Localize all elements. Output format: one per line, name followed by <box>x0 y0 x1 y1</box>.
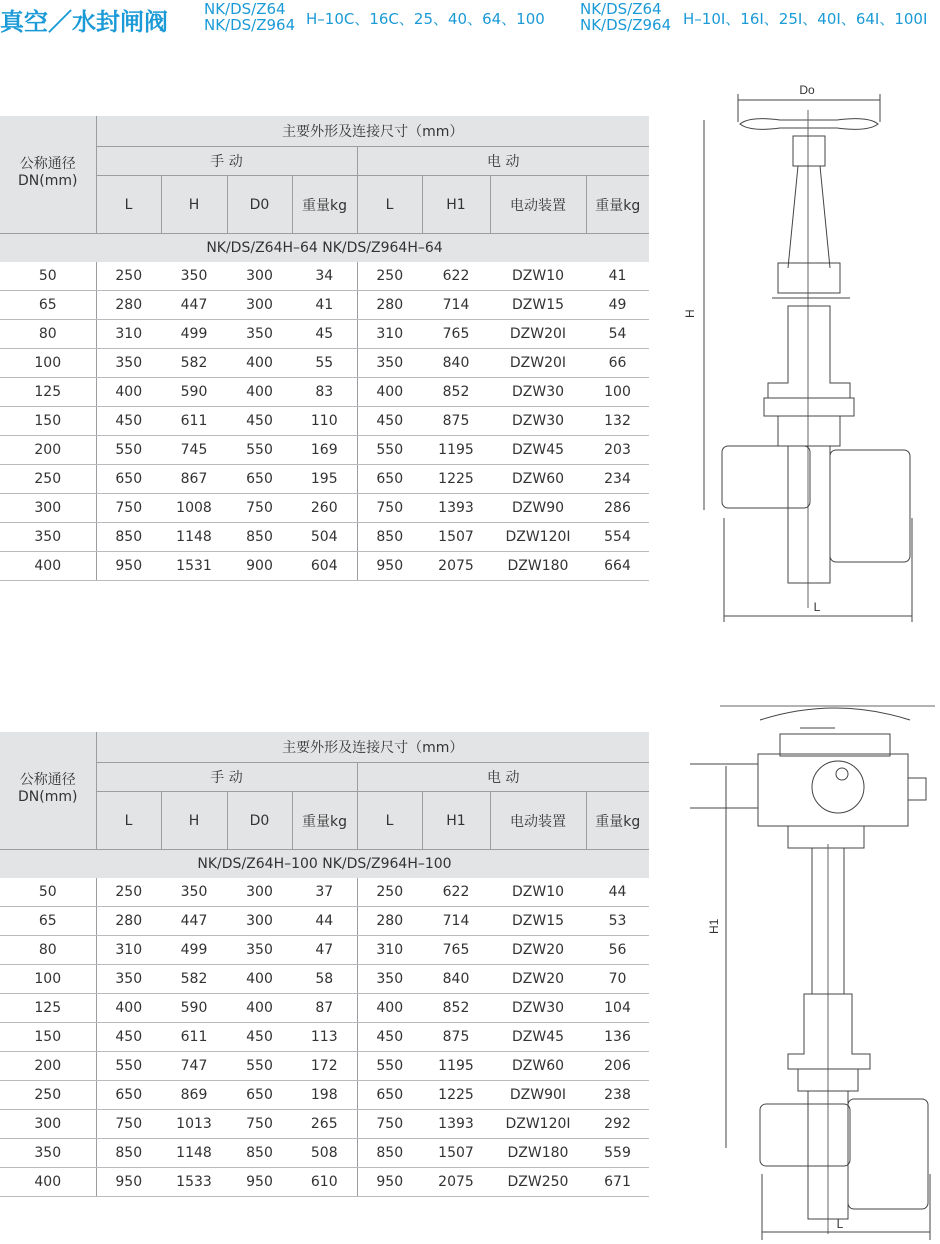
table-cell: DZW20I <box>490 320 586 349</box>
table-cell: 840 <box>422 965 490 994</box>
outlet-pipe <box>830 450 910 562</box>
table-cell: 280 <box>96 907 161 936</box>
inlet-pipe <box>760 1104 850 1166</box>
table-cell: DZW10 <box>490 878 586 907</box>
table-row <box>0 1081 649 1110</box>
dn-unit: DN(mm) <box>18 789 78 805</box>
table-header <box>0 116 649 262</box>
table-cell: 1195 <box>422 436 490 465</box>
col-header: L <box>96 792 161 850</box>
table-cell: 65 <box>0 291 96 320</box>
table-cell: 450 <box>227 407 292 436</box>
table-cell: DZW30 <box>490 994 586 1023</box>
table-cell: 55 <box>292 349 357 378</box>
table-cell: 80 <box>0 936 96 965</box>
table-cell: DZW20 <box>490 965 586 994</box>
table-cell: 65 <box>0 907 96 936</box>
table-cell: 400 <box>227 965 292 994</box>
table-row <box>0 878 649 907</box>
pressure-classes-carbon: H–10C、16C、25、40、64、100 <box>306 10 545 28</box>
table-cell: 310 <box>357 320 422 349</box>
model-line: NK/DS/Z964 <box>580 16 672 34</box>
table-cell: 310 <box>96 320 161 349</box>
table-cell: 100 <box>0 349 96 378</box>
table-cell: DZW90I <box>490 1081 586 1110</box>
table-cell: 53 <box>586 907 649 936</box>
table-cell: 300 <box>227 878 292 907</box>
table-cell: 650 <box>357 1081 422 1110</box>
table-cell: 550 <box>227 436 292 465</box>
col-header: 重量kg <box>292 176 357 234</box>
dn-header <box>0 732 96 850</box>
table-row <box>0 1168 649 1197</box>
table-cell: 650 <box>227 1081 292 1110</box>
table-cell: 87 <box>292 994 357 1023</box>
table-cell: 1148 <box>161 1139 227 1168</box>
table-cell: 100 <box>0 965 96 994</box>
table-cell: 852 <box>422 994 490 1023</box>
table-cell: 56 <box>586 936 649 965</box>
table-cell: 300 <box>0 494 96 523</box>
motor-cover-icon <box>812 761 864 813</box>
table-cell: DZW250 <box>490 1168 586 1197</box>
model-subheader: NK/DS/Z64H–100 NK/DS/Z964H–100 <box>0 850 649 879</box>
table-row <box>0 936 649 965</box>
table-cell: 70 <box>586 965 649 994</box>
table-cell: 550 <box>357 436 422 465</box>
table-cell: DZW15 <box>490 907 586 936</box>
table-cell: 400 <box>0 552 96 581</box>
actuator-housing <box>758 754 908 826</box>
table-cell: 504 <box>292 523 357 552</box>
table-cell: 447 <box>161 291 227 320</box>
dim-l-label: L <box>836 1217 844 1231</box>
table-cell: 150 <box>0 407 96 436</box>
table-cell: 286 <box>586 494 649 523</box>
bonnet <box>788 994 870 1069</box>
main-header: 主要外形及连接尺寸（mm） <box>96 732 649 763</box>
table-cell: 950 <box>96 552 161 581</box>
table-cell: 550 <box>357 1052 422 1081</box>
table-cell: 850 <box>357 523 422 552</box>
table-cell: 765 <box>422 320 490 349</box>
table-cell: 400 <box>357 378 422 407</box>
table-cell: 50 <box>0 262 96 291</box>
table-cell: 750 <box>96 494 161 523</box>
table-cell: 44 <box>586 878 649 907</box>
table-cell: 867 <box>161 465 227 494</box>
table-cell: 350 <box>227 936 292 965</box>
table-cell: 44 <box>292 907 357 936</box>
body-neck <box>778 416 840 446</box>
table-row <box>0 907 649 936</box>
table-cell: 611 <box>161 407 227 436</box>
table-cell: 869 <box>161 1081 227 1110</box>
model-line: NK/DS/Z64 <box>204 0 286 18</box>
table-cell: DZW30 <box>490 378 586 407</box>
table-cell: DZW120I <box>490 1110 586 1139</box>
table-cell: 950 <box>357 1168 422 1197</box>
table-cell: 622 <box>422 878 490 907</box>
table-cell: 400 <box>96 378 161 407</box>
table-cell: 54 <box>586 320 649 349</box>
table-cell: 1531 <box>161 552 227 581</box>
dn-label: 公称通径 <box>19 772 76 788</box>
table-cell: 83 <box>292 378 357 407</box>
table-cell: DZW60 <box>490 1052 586 1081</box>
table-cell: 1008 <box>161 494 227 523</box>
table-cell: DZW60 <box>490 465 586 494</box>
valve-body <box>788 446 830 583</box>
dim-l-label: L <box>813 600 821 614</box>
table-cell: 250 <box>0 465 96 494</box>
table-cell: 750 <box>227 1110 292 1139</box>
pressure-classes-stainless: H–10I、16I、25I、40I、64I、100I <box>683 10 928 28</box>
table-cell: 664 <box>586 552 649 581</box>
col-header: H <box>161 792 227 850</box>
electric-header: 电 动 <box>357 763 649 792</box>
table-cell: 238 <box>586 1081 649 1110</box>
table-cell: 1013 <box>161 1110 227 1139</box>
table-cell: 2075 <box>422 1168 490 1197</box>
table-cell: 125 <box>0 378 96 407</box>
table-row <box>0 262 649 291</box>
table-row <box>0 407 649 436</box>
col-header: 电动装置 <box>490 792 586 850</box>
table-cell: 750 <box>357 494 422 523</box>
table-cell: 875 <box>422 407 490 436</box>
dn-header <box>0 116 96 234</box>
manual-valve-drawing <box>680 78 930 623</box>
table-row <box>0 349 649 378</box>
table-cell: DZW20I <box>490 349 586 378</box>
table-cell: 1195 <box>422 1052 490 1081</box>
table-cell: DZW15 <box>490 291 586 320</box>
table-body <box>0 878 649 1197</box>
table-cell: 750 <box>357 1110 422 1139</box>
table-cell: 650 <box>227 465 292 494</box>
table-row <box>0 1110 649 1139</box>
table-row <box>0 1052 649 1081</box>
motor-housing <box>690 764 758 808</box>
table-cell: 206 <box>586 1052 649 1081</box>
table-cell: 400 <box>227 994 292 1023</box>
table-cell: 714 <box>422 907 490 936</box>
dn-unit: DN(mm) <box>18 173 78 189</box>
table-row <box>0 494 649 523</box>
handwheel-icon <box>740 119 878 130</box>
table-cell: 136 <box>586 1023 649 1052</box>
table-cell: 66 <box>586 349 649 378</box>
model-stack-stainless <box>580 1 671 33</box>
table-cell: DZW45 <box>490 1023 586 1052</box>
dim-do-label: Do <box>799 83 815 97</box>
table-cell: 447 <box>161 907 227 936</box>
table-cell: 350 <box>96 349 161 378</box>
actuator-cap <box>780 734 890 756</box>
table-cell: 310 <box>96 936 161 965</box>
page-title: 真空／水封闸阀 <box>0 8 168 36</box>
manual-header: 手 动 <box>96 763 357 792</box>
table-cell: 550 <box>227 1052 292 1081</box>
table-cell: 250 <box>96 262 161 291</box>
table-cell: 450 <box>357 1023 422 1052</box>
table-row <box>0 552 649 581</box>
table-cell: 610 <box>292 1168 357 1197</box>
table-cell: 582 <box>161 965 227 994</box>
table-row <box>0 1139 649 1168</box>
table-cell: 950 <box>96 1168 161 1197</box>
table-cell: 582 <box>161 349 227 378</box>
table-cell: 1393 <box>422 494 490 523</box>
table-cell: 400 <box>357 994 422 1023</box>
yoke-arm <box>788 166 798 268</box>
table-cell: 250 <box>357 878 422 907</box>
gland-flange <box>778 263 840 293</box>
table-row <box>0 320 649 349</box>
table-cell: 200 <box>0 436 96 465</box>
table-cell: 590 <box>161 378 227 407</box>
table-cell: 132 <box>586 407 649 436</box>
spec-table-100 <box>0 732 649 1197</box>
table-cell: 850 <box>227 523 292 552</box>
table-row <box>0 465 649 494</box>
table-cell: 110 <box>292 407 357 436</box>
page-header <box>0 0 940 40</box>
table-cell: 198 <box>292 1081 357 1110</box>
table-cell: 1507 <box>422 523 490 552</box>
table-cell: 1393 <box>422 1110 490 1139</box>
bonnet <box>768 306 850 398</box>
table-cell: 400 <box>227 378 292 407</box>
table-cell: 650 <box>96 465 161 494</box>
col-header: H1 <box>422 792 490 850</box>
table-cell: 80 <box>0 320 96 349</box>
table-cell: 280 <box>96 291 161 320</box>
manual-header: 手 动 <box>96 147 357 176</box>
col-header: 电动装置 <box>490 176 586 234</box>
table-header <box>0 732 649 878</box>
table-cell: 622 <box>422 262 490 291</box>
table-cell: 850 <box>357 1139 422 1168</box>
outlet-pipe <box>848 1099 928 1209</box>
table-cell: 350 <box>357 965 422 994</box>
table-cell: 508 <box>292 1139 357 1168</box>
table-cell: DZW45 <box>490 436 586 465</box>
table-cell: 37 <box>292 878 357 907</box>
table-cell: 671 <box>586 1168 649 1197</box>
table-body <box>0 262 649 581</box>
table-cell: 1533 <box>161 1168 227 1197</box>
dim-h-label: H <box>683 309 697 318</box>
table-cell: 250 <box>96 878 161 907</box>
inlet-pipe <box>722 446 810 508</box>
table-cell: DZW30 <box>490 407 586 436</box>
table-row <box>0 994 649 1023</box>
table-cell: 104 <box>586 994 649 1023</box>
table-cell: 41 <box>586 262 649 291</box>
table-cell: 300 <box>0 1110 96 1139</box>
table-cell: 450 <box>227 1023 292 1052</box>
table-cell: 400 <box>227 349 292 378</box>
table-cell: 350 <box>161 878 227 907</box>
table-cell: DZW120I <box>490 523 586 552</box>
table-cell: 750 <box>227 494 292 523</box>
table-cell: 400 <box>96 994 161 1023</box>
table-cell: 300 <box>227 907 292 936</box>
table-cell: 745 <box>161 436 227 465</box>
model-stack-carbon <box>204 1 295 33</box>
table-cell: 49 <box>586 291 649 320</box>
table-cell: 47 <box>292 936 357 965</box>
table-cell: 350 <box>357 349 422 378</box>
table-cell: 450 <box>357 407 422 436</box>
col-header: L <box>357 792 422 850</box>
table-cell: DZW10 <box>490 262 586 291</box>
table-cell: 280 <box>357 291 422 320</box>
electric-valve-drawing <box>690 694 935 1242</box>
col-header: L <box>357 176 422 234</box>
table-cell: DZW180 <box>490 1139 586 1168</box>
table-cell: 350 <box>96 965 161 994</box>
table-cell: 250 <box>357 262 422 291</box>
yoke-arm <box>820 166 830 268</box>
table-cell: 350 <box>0 523 96 552</box>
table-cell: 950 <box>227 1168 292 1197</box>
table-cell: 750 <box>96 1110 161 1139</box>
table-cell: 650 <box>96 1081 161 1110</box>
table-cell: 350 <box>227 320 292 349</box>
table-cell: 1507 <box>422 1139 490 1168</box>
spec-table-64 <box>0 116 649 581</box>
table-cell: 300 <box>227 262 292 291</box>
table-cell: 590 <box>161 994 227 1023</box>
col-header: D0 <box>227 176 292 234</box>
table-cell: 650 <box>357 465 422 494</box>
table-cell: 250 <box>0 1081 96 1110</box>
model-line: NK/DS/Z964 <box>204 16 296 34</box>
table-cell: 195 <box>292 465 357 494</box>
table-cell: 875 <box>422 1023 490 1052</box>
table-cell: 499 <box>161 936 227 965</box>
table-cell: 499 <box>161 320 227 349</box>
table-cell: 852 <box>422 378 490 407</box>
col-header: H1 <box>422 176 490 234</box>
table-cell: 850 <box>227 1139 292 1168</box>
table-cell: 714 <box>422 291 490 320</box>
table-cell: 747 <box>161 1052 227 1081</box>
yoke-top <box>793 136 825 166</box>
table-row <box>0 523 649 552</box>
table-cell: 200 <box>0 1052 96 1081</box>
table-cell: 100 <box>586 378 649 407</box>
actuator-base <box>788 826 864 848</box>
table-cell: 34 <box>292 262 357 291</box>
table-cell: 550 <box>96 1052 161 1081</box>
bonnet-flange <box>764 398 854 416</box>
table-cell: 450 <box>96 1023 161 1052</box>
table-cell: 260 <box>292 494 357 523</box>
table-cell: DZW180 <box>490 552 586 581</box>
table-cell: 280 <box>357 907 422 936</box>
table-cell: 2075 <box>422 552 490 581</box>
col-header: 重量kg <box>586 176 649 234</box>
table-cell: 300 <box>227 291 292 320</box>
col-header: H <box>161 176 227 234</box>
table-cell: 203 <box>586 436 649 465</box>
table-cell: 840 <box>422 349 490 378</box>
table-row <box>0 291 649 320</box>
table-cell: 265 <box>292 1110 357 1139</box>
table-cell: DZW90 <box>490 494 586 523</box>
table-cell: 604 <box>292 552 357 581</box>
col-header: L <box>96 176 161 234</box>
table-cell: 45 <box>292 320 357 349</box>
table-cell: 611 <box>161 1023 227 1052</box>
table-cell: 172 <box>292 1052 357 1081</box>
model-subheader: NK/DS/Z64H–64 NK/DS/Z964H–64 <box>0 234 649 263</box>
col-header: D0 <box>227 792 292 850</box>
electric-header: 电 动 <box>357 147 649 176</box>
table-cell: 900 <box>227 552 292 581</box>
table-cell: 41 <box>292 291 357 320</box>
dim-h1-label: H1 <box>707 918 721 934</box>
col-header: 重量kg <box>586 792 649 850</box>
table-row <box>0 965 649 994</box>
handwheel-icon <box>760 708 910 720</box>
col-header: 重量kg <box>292 792 357 850</box>
table-cell: 950 <box>357 552 422 581</box>
dn-label: 公称通径 <box>19 156 76 172</box>
table-cell: 850 <box>96 523 161 552</box>
table-cell: 50 <box>0 878 96 907</box>
table-cell: 550 <box>96 436 161 465</box>
table-cell: 310 <box>357 936 422 965</box>
model-line: NK/DS/Z64 <box>580 0 662 18</box>
indicator-icon <box>836 768 848 780</box>
table-cell: 450 <box>96 407 161 436</box>
table-cell: 1225 <box>422 465 490 494</box>
table-row <box>0 1023 649 1052</box>
main-header: 主要外形及连接尺寸（mm） <box>96 116 649 147</box>
table-cell: 292 <box>586 1110 649 1139</box>
table-cell: 400 <box>0 1168 96 1197</box>
table-cell: 125 <box>0 994 96 1023</box>
table-cell: 1148 <box>161 523 227 552</box>
table-cell: 113 <box>292 1023 357 1052</box>
table-cell: DZW20 <box>490 936 586 965</box>
table-cell: 150 <box>0 1023 96 1052</box>
table-cell: 350 <box>161 262 227 291</box>
table-cell: 765 <box>422 936 490 965</box>
table-cell: 234 <box>586 465 649 494</box>
handwheel-shaft <box>908 778 926 800</box>
table-cell: 350 <box>0 1139 96 1168</box>
table-cell: 58 <box>292 965 357 994</box>
table-cell: 850 <box>96 1139 161 1168</box>
table-cell: 1225 <box>422 1081 490 1110</box>
table-cell: 554 <box>586 523 649 552</box>
table-row <box>0 378 649 407</box>
table-cell: 169 <box>292 436 357 465</box>
table-row <box>0 436 649 465</box>
table-cell: 559 <box>586 1139 649 1168</box>
